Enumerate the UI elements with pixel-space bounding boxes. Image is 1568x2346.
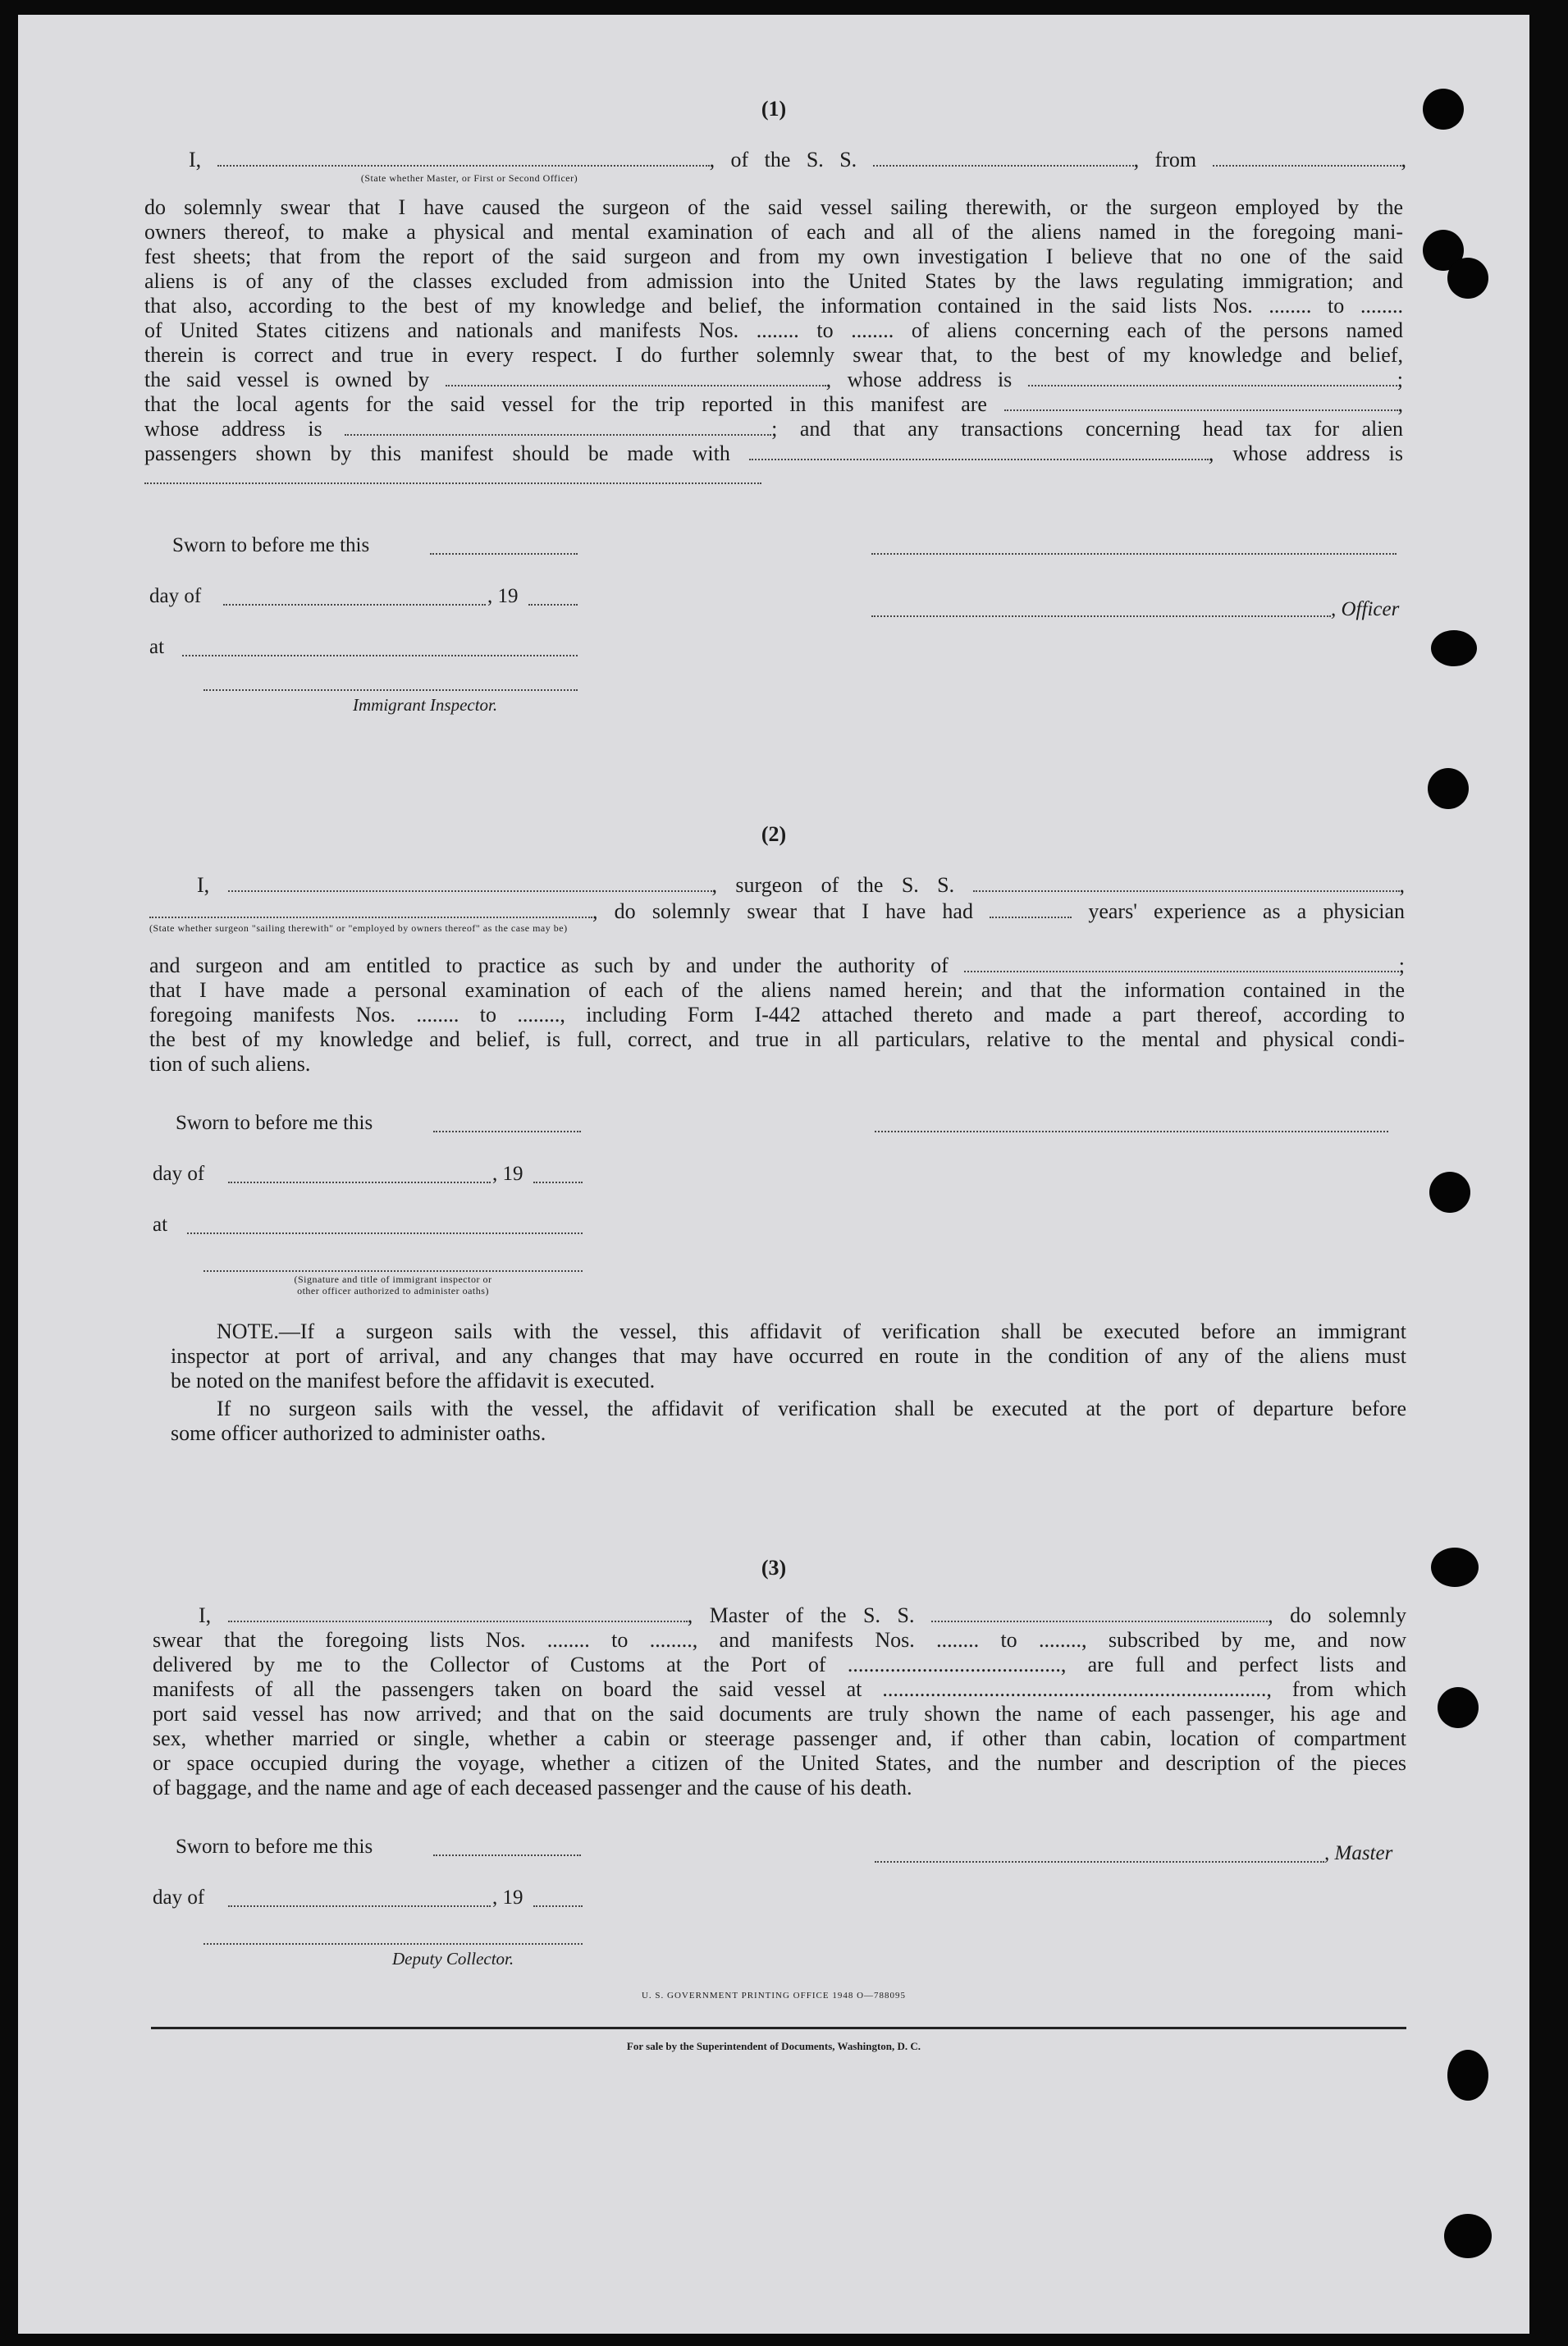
officer-name-field[interactable] [217, 150, 710, 167]
affidavit-paragraph-line: aliens is of any of the classes excluded from admission into the United States by the laws regulating immigration; and [144, 269, 1403, 293]
affidavit-paragraph-line: sex, whether married or single, whether a cabin or steerage passenger and, if other than cabin, location of compartment [153, 1726, 1406, 1750]
affidavit-paragraph-line: port said vessel has now arrived; and that on the said documents are truly shown the name of each passenger, his age and [153, 1702, 1406, 1726]
head-tax-party-field[interactable] [749, 444, 1209, 460]
year-field[interactable] [528, 604, 578, 606]
affidavit-paragraph-line: of baggage, and the name and age of each deceased passenger and the cause of his death. [153, 1776, 912, 1800]
affidavit-paragraph-line: that I have made a personal examination of each of the aliens named herein; and that the information contained in the [149, 978, 1405, 1002]
owner-address-field[interactable] [1028, 370, 1397, 386]
gpo-imprint: U. S. GOVERNMENT PRINTING OFFICE 1948 O—788095 [641, 1991, 907, 2001]
day-of-field-2[interactable] [228, 1182, 491, 1183]
year-field-2[interactable] [533, 1182, 583, 1183]
surgeon-caption: (State whether surgeon "sailing therewith" or "employed by owners thereof" as the case may be) [149, 922, 568, 934]
at-label: at [149, 636, 165, 658]
affidavit-paragraph-line: fest sheets; that from the report of the said surgeon and from my own investigation I believe that no one of the said [144, 245, 1403, 268]
deputy-collector-label: Deputy Collector. [392, 1949, 514, 1969]
affidavit-paragraph-line: foregoing manifests Nos. ........ to ........, including Form I-442 attached thereto and made a part thereof, according to [149, 1003, 1405, 1027]
years-experience-field[interactable] [990, 902, 1072, 918]
footer-sale-notice: For sale by the Superintendent of Documents, Washington, D. C. [626, 2040, 921, 2052]
note-line: inspector at port of arrival, and any changes that may have occurred en route in the condition of any of the aliens must [171, 1344, 1406, 1368]
master-name-field[interactable] [228, 1606, 688, 1622]
master-signature-field[interactable] [875, 1861, 1324, 1863]
officer-label: , Officer [1331, 598, 1400, 620]
local-agents-field[interactable] [1004, 395, 1398, 411]
note-line: be noted on the manifest before the affidavit is executed. [171, 1369, 656, 1393]
sworn-label: Sworn to before me this [172, 534, 370, 556]
section-2-number: (2) [761, 822, 787, 846]
from-label: , from [1133, 148, 1197, 171]
i-label: I, [189, 148, 202, 171]
affidavit-paragraph-line: of United States citizens and nationals and manifests Nos. ........ to ........ of aliens concerning each of the persons named [144, 318, 1403, 342]
at-place-field-2[interactable] [187, 1232, 583, 1234]
punch-hole [1447, 258, 1488, 299]
day-of-field[interactable] [223, 604, 486, 606]
head-tax-address-field[interactable] [144, 468, 761, 484]
day-of-label-2: day of [153, 1163, 205, 1185]
signature-line-2[interactable] [875, 1131, 1388, 1132]
surgeon-name-field[interactable] [228, 876, 712, 892]
ship-name-field-3[interactable] [931, 1606, 1268, 1622]
affidavit-paragraph-line: the best of my knowledge and belief, is full, correct, and true in all particulars, relative to the mental and physical condi- [149, 1027, 1405, 1051]
surgeon-status-field[interactable] [149, 902, 592, 918]
day-of-label-3: day of [153, 1886, 205, 1909]
signature-line[interactable] [871, 553, 1397, 555]
sig-caption-line: (Signature and title of immigrant inspector or [294, 1274, 492, 1285]
year-field-3[interactable] [533, 1905, 583, 1907]
sworn-date-field-3[interactable] [433, 1854, 581, 1856]
sig-caption-line: other officer authorized to administer oaths) [297, 1285, 489, 1296]
year-label-3: , 19 [492, 1886, 523, 1909]
day-of-field-3[interactable] [228, 1905, 491, 1907]
affidavit-paragraph-line: that also, according to the best of my knowledge and belief, the information contained in the said lists Nos. ........ to ........ [144, 294, 1403, 318]
at-place-field[interactable] [182, 655, 578, 656]
section-3-number: (3) [761, 1556, 787, 1580]
inspector-signature-field-2[interactable] [203, 1270, 583, 1272]
of-ss-label: , of the S. S. [709, 148, 857, 171]
note-line: some officer authorized to administer oaths. [171, 1421, 546, 1445]
affidavit-paragraph-line: swear that the foregoing lists Nos. ........ to ........, and manifests Nos. ........ to ........, subscribed by me, and now [153, 1628, 1406, 1652]
affidavit-paragraph-line: manifests of all the passengers taken on board the said vessel at ........................................................................, from which [153, 1677, 1406, 1701]
affidavit-paragraph-line: do solemnly swear that I have caused the surgeon of the said vessel sailing therewith, or the surgeon employed by the [144, 195, 1403, 219]
punch-hole [1438, 1687, 1479, 1728]
form-page: (1) I, , of the S. S. , from , (State whether Master, or First or Second Officer) do solemnly swear that I have caused the surgeon of the said vessel sailing therewith, or the surgeon employed by the owners thereof, to make a physical and mental examination of each and all of the aliens named in the foregoing mani- fest sheets; that from the report of the said surgeon and from my own investigation I believe that no one of the said aliens is of any of the classes excluded from admission into the United States by the laws regulating immigration; and that also, according to the best of my knowledge and belief, the information contained in the said lists Nos. ........ to ........ of United States citizens and nationals and manifests Nos. ........ to ........ of aliens concerning each of the persons named therein is correct and true in every respect. I do further solemnly swear that, to the best of my knowledge and belief, the said vessel is owned by , whose address is ; that the local agents for the said vessel for the trip reported in this manifest are , whose address is ; and that any transactions concerning head tax for alien passengers shown by this manifest should be made with , whose address is Sworn to before me this day of , 19 , Officer at Immigrant Inspector. (2) I, , surgeon of the S. S. , , do solemnly swear that I have had years' experience as a physician (State whether surgeon "sailing therewith" or "employed by owners thereof" as the case may be) and surgeon and am entitled to practice as such by and under the authority of ; that I have made a personal examination of each of the aliens named herein; and that the information contained in the foregoing manifests Nos. ........ to ........, including Form I-442 attached thereto and made a part thereof, according to the best of my knowledge and belief, is full, correct, and true in all particulars, relative to the mental and physical condi- tion of such aliens. Sworn to before me this day of , 19 at (Signature and title of immigrant inspector or other officer authorized to administer oaths) NOTE.—If a surgeon sails with the vessel, this affidavit of verification shall be executed before an immigrant inspector at port of arrival, and any changes that may have occurred en route in the condition of any of the aliens must be noted on the manifest before the affidavit is executed. If no surgeon sails with the vessel, the affidavit of verification shall be executed at the port of departure before some officer authorized to administer oaths. (3) I, , Master of the S. S. , do solemnly swear that the foregoing lists Nos. ........ to ........, and manifests Nos. ........ to ........, subscribed by me, and now delivered by me to the Collector of Customs at the Port of ........................................, are full and perfect lists and manifests of all the passengers taken on board the said vessel at ........................................................................, from which port said vessel has now arrived; and that on the said documents are truly shown the name of each passenger, his age and sex, whether married or single, whether a cabin or steerage passenger and, if other than cabin, location of compartment or space occupied during the voyage, whether a citizen of the United States, and the number and description of the pieces of baggage, and the name and age of each deceased passenger and the cause of his death. Sworn to before me this , Master day of , 19 Deputy Collector. U. S. GOVERNMENT PRINTING OFFICE 1948 O—788095 For sale by the Superintendent of Documents, Washington, D. C. [18, 15, 1529, 2334]
affidavit-paragraph-line: tion of such aliens. [149, 1052, 311, 1076]
punch-hole [1444, 2214, 1492, 2258]
authority-field[interactable] [964, 956, 1399, 972]
note-line: If no surgeon sails with the vessel, the affidavit of verification shall be executed at the port of departure before [217, 1397, 1406, 1420]
affidavit-paragraph-line: therein is correct and true in every respect. I do further solemnly swear that, to the best of my knowledge and belief, [144, 343, 1403, 367]
note-line: NOTE.—If a surgeon sails with the vessel, this affidavit of verification shall be executed before an immigrant [217, 1319, 1406, 1343]
punch-hole [1429, 1172, 1470, 1213]
from-port-field[interactable] [1213, 150, 1401, 167]
sworn-label-2: Sworn to before me this [176, 1112, 373, 1134]
year-label: , 19 [487, 585, 519, 607]
affidavit-paragraph-line: delivered by me to the Collector of Customs at the Port of ........................................, are full and perfect lists and [153, 1653, 1406, 1676]
inspector-signature-field[interactable] [203, 689, 578, 691]
sworn-date-field[interactable] [430, 553, 578, 555]
section-1-number: (1) [761, 97, 787, 121]
ship-name-field[interactable] [873, 150, 1134, 167]
agents-address-field[interactable] [345, 419, 771, 436]
year-label-2: , 19 [492, 1163, 523, 1185]
punch-hole [1431, 630, 1477, 666]
owner-field[interactable] [446, 370, 826, 386]
punch-hole [1447, 2050, 1488, 2101]
deputy-collector-signature-field[interactable] [203, 1943, 583, 1945]
day-of-label: day of [149, 585, 202, 607]
punch-hole [1428, 768, 1469, 809]
ship-name-field-2[interactable] [973, 876, 1400, 892]
sworn-label-3: Sworn to before me this [176, 1836, 373, 1858]
officer-signature-field[interactable] [871, 615, 1331, 617]
master-label: , Master [1324, 1842, 1393, 1864]
footer-rule [151, 2027, 1406, 2029]
affidavit-paragraph-line: owners thereof, to make a physical and mental examination of each and all of the aliens named in the foregoing mani- [144, 220, 1403, 244]
at-label-2: at [153, 1214, 168, 1236]
sworn-date-field-2[interactable] [433, 1131, 581, 1132]
officer-caption: (State whether Master, or First or Second Officer) [360, 172, 578, 184]
immigrant-inspector-label: Immigrant Inspector. [353, 695, 498, 715]
affidavit-paragraph-line: or space occupied during the voyage, whether a citizen of the United States, and the number and description of the pieces [153, 1751, 1406, 1775]
